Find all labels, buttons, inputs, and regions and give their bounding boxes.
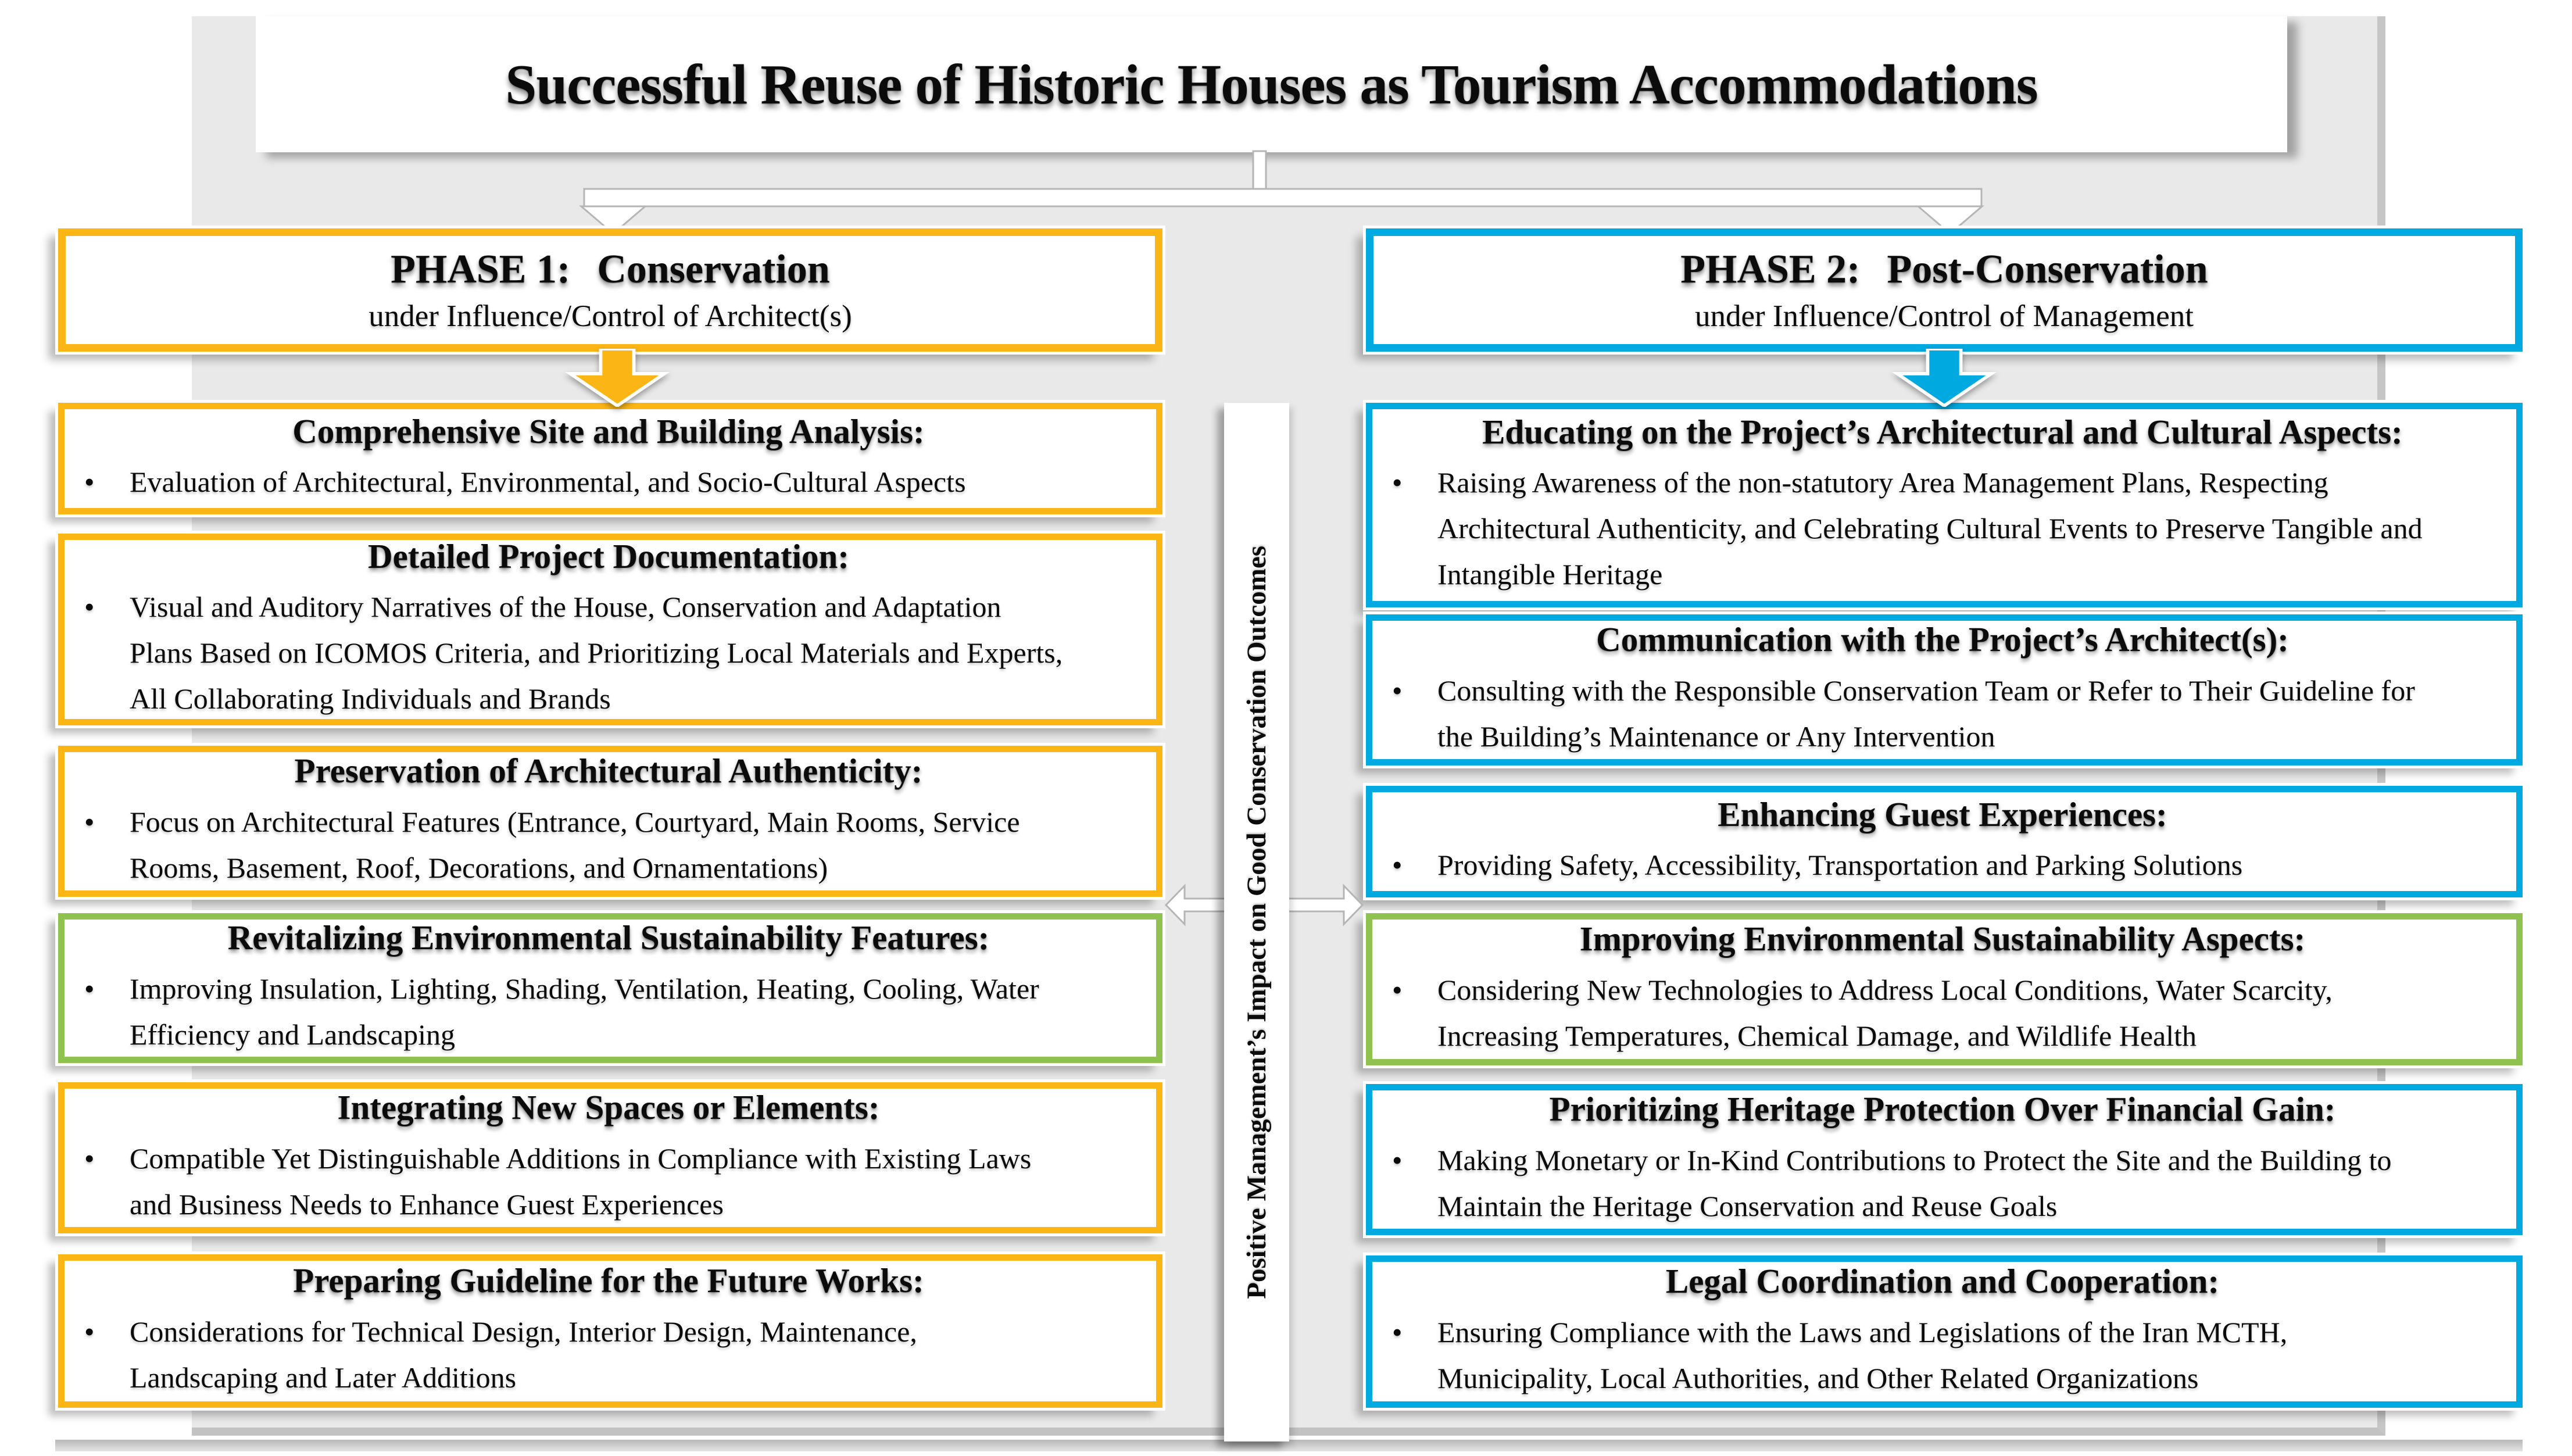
bullet-text: Visual and Auditory Narratives of the House, Conservation and Adaptation Plans Based on ICOMOS Criteria, and Prioritizing Local Materials and Experts, All Collaborating Individuals and Brands bbox=[130, 591, 1063, 716]
phase1-down-arrow-icon bbox=[548, 349, 687, 407]
bullet-text: Providing Safety, Accessibility, Transportation and Parking Solutions bbox=[1437, 849, 2243, 882]
bullet-text: Improving Insulation, Lighting, Shading, Ventilation, Heating, Cooling, Water Efficiency and Landscaping bbox=[130, 972, 1039, 1051]
bullet-item bbox=[76, 584, 1141, 722]
bullet-item bbox=[76, 459, 1141, 505]
bullet-marker-icon: • bbox=[1392, 1143, 1403, 1176]
bullet-marker-icon: • bbox=[84, 466, 95, 499]
connector-stem bbox=[1253, 151, 1266, 192]
box-heading: Enhancing Guest Experiences: bbox=[1718, 795, 2167, 833]
bottom-shadow-strip bbox=[55, 1440, 2523, 1451]
bullet-item bbox=[76, 1136, 1141, 1228]
bullet-marker-icon: • bbox=[84, 972, 95, 1005]
box-heading: Comprehensive Site and Building Analysis: bbox=[292, 412, 925, 450]
phase2-subtitle: under Influence/Control of Management bbox=[1694, 299, 2194, 333]
box-heading: Preparing Guideline for the Future Works: bbox=[293, 1261, 924, 1300]
box-heading: Educating on the Project’s Architectural and Cultural Aspects: bbox=[1482, 412, 2403, 451]
phase2-box-6 bbox=[1366, 1255, 2523, 1408]
page-title: Successful Reuse of Historic Houses as Tourism Accommodations bbox=[505, 53, 2038, 116]
phase2-box-2 bbox=[1366, 614, 2523, 765]
bullet-text: Making Monetary or In-Kind Contributions to Protect the Site and the Building to Maintain the Heritage Conservation and Reuse Goals bbox=[1437, 1143, 2392, 1222]
bullet-item bbox=[1384, 1137, 2501, 1229]
bullet-marker-icon: • bbox=[1392, 849, 1403, 882]
phase1-box-1 bbox=[58, 403, 1162, 514]
phase1-heading bbox=[391, 246, 830, 293]
bullet-marker-icon: • bbox=[84, 1142, 95, 1175]
phase2-heading bbox=[1680, 246, 2208, 293]
bullet-marker-icon: • bbox=[84, 1315, 95, 1348]
bullet-item bbox=[1384, 460, 2501, 598]
phase2-down-arrow-icon bbox=[1875, 349, 2014, 407]
box-heading: Preservation of Architectural Authenticity: bbox=[294, 752, 923, 790]
bullet-item bbox=[1384, 668, 2501, 760]
bullet-text: Considering New Technologies to Address Local Conditions, Water Scarcity, Increasing Temperatures, Chemical Damage, and Wildlife Health bbox=[1437, 973, 2333, 1052]
bullet-text: Ensuring Compliance with the Laws and Legislations of the Iran MCTH, Municipality, Local Authorities, and Other Related Organizations bbox=[1437, 1315, 2288, 1394]
bullet-marker-icon: • bbox=[84, 805, 95, 838]
phase2-box-5 bbox=[1366, 1084, 2523, 1235]
phase1-name: Conservation bbox=[597, 247, 830, 292]
bullet-item bbox=[1384, 842, 2501, 888]
phase1-box-2 bbox=[58, 534, 1162, 725]
bullet-text: Focus on Architectural Features (Entrance, Courtyard, Main Rooms, Service Rooms, Basement, Roof, Decorations, and Ornamentations) bbox=[130, 805, 1020, 884]
phase2-box-1 bbox=[1366, 403, 2523, 607]
phase1-box-5 bbox=[58, 1082, 1162, 1233]
bullet-marker-icon: • bbox=[1392, 674, 1403, 707]
box-heading: Revitalizing Environmental Sustainability Features: bbox=[227, 918, 990, 957]
connector-band bbox=[584, 189, 1981, 206]
center-impact-bar bbox=[1224, 403, 1289, 1441]
bullet-marker-icon: • bbox=[84, 591, 95, 624]
bullet-marker-icon: • bbox=[1392, 466, 1403, 499]
phase1-box-3 bbox=[58, 746, 1162, 897]
bullet-text: Evaluation of Architectural, Environmental, and Socio-Cultural Aspects bbox=[130, 466, 966, 499]
bullet-marker-icon: • bbox=[1392, 973, 1403, 1006]
box-heading: Improving Environmental Sustainability Aspects: bbox=[1579, 920, 2306, 958]
bullet-item bbox=[76, 1309, 1141, 1401]
bullet-item bbox=[76, 799, 1141, 891]
phase2-name: Post-Conservation bbox=[1887, 247, 2208, 292]
bullet-text: Consulting with the Responsible Conservation Team or Refer to Their Guideline for the Building’s Maintenance or Any Intervention bbox=[1437, 674, 2415, 753]
bullet-text: Raising Awareness of the non-statutory Area Management Plans, Respecting Architectural Authenticity, and Celebrating Cultural Events to Preserve Tangible and Intangible Heritage bbox=[1437, 466, 2423, 591]
box-heading: Legal Coordination and Cooperation: bbox=[1665, 1262, 2220, 1301]
phase1-box-4 bbox=[58, 913, 1162, 1063]
phase2-label: PHASE 2: bbox=[1680, 247, 1861, 292]
bullet-marker-icon: • bbox=[1392, 1315, 1403, 1348]
box-heading: Prioritizing Heritage Protection Over Financial Gain: bbox=[1549, 1090, 2336, 1129]
box-heading: Communication with the Project’s Architect(s): bbox=[1596, 620, 2289, 659]
bullet-text: Considerations for Technical Design, Interior Design, Maintenance, Landscaping and Later Additions bbox=[130, 1315, 917, 1394]
title-card bbox=[256, 16, 2287, 152]
bullet-item bbox=[76, 966, 1141, 1058]
phase1-box-6 bbox=[58, 1254, 1162, 1408]
bullet-item bbox=[1384, 967, 2501, 1059]
phase2-header-card bbox=[1366, 228, 2523, 352]
phase1-label: PHASE 1: bbox=[391, 247, 571, 292]
phase2-box-3 bbox=[1366, 786, 2523, 897]
phase1-header-card bbox=[58, 228, 1162, 352]
phase2-box-4 bbox=[1366, 913, 2523, 1065]
bullet-item bbox=[1384, 1310, 2501, 1401]
bullet-text: Compatible Yet Distinguishable Additions in Compliance with Existing Laws and Business Needs to Enhance Guest Experiences bbox=[130, 1142, 1032, 1221]
phase1-subtitle: under Influence/Control of Architect(s) bbox=[369, 299, 852, 333]
branch-connector-arrow bbox=[552, 145, 2005, 238]
box-heading: Integrating New Spaces or Elements: bbox=[337, 1088, 880, 1127]
center-impact-label: Positive Management’s Impact on Good Conservation Outcomes bbox=[1242, 545, 1272, 1299]
box-heading: Detailed Project Documentation: bbox=[368, 536, 849, 575]
